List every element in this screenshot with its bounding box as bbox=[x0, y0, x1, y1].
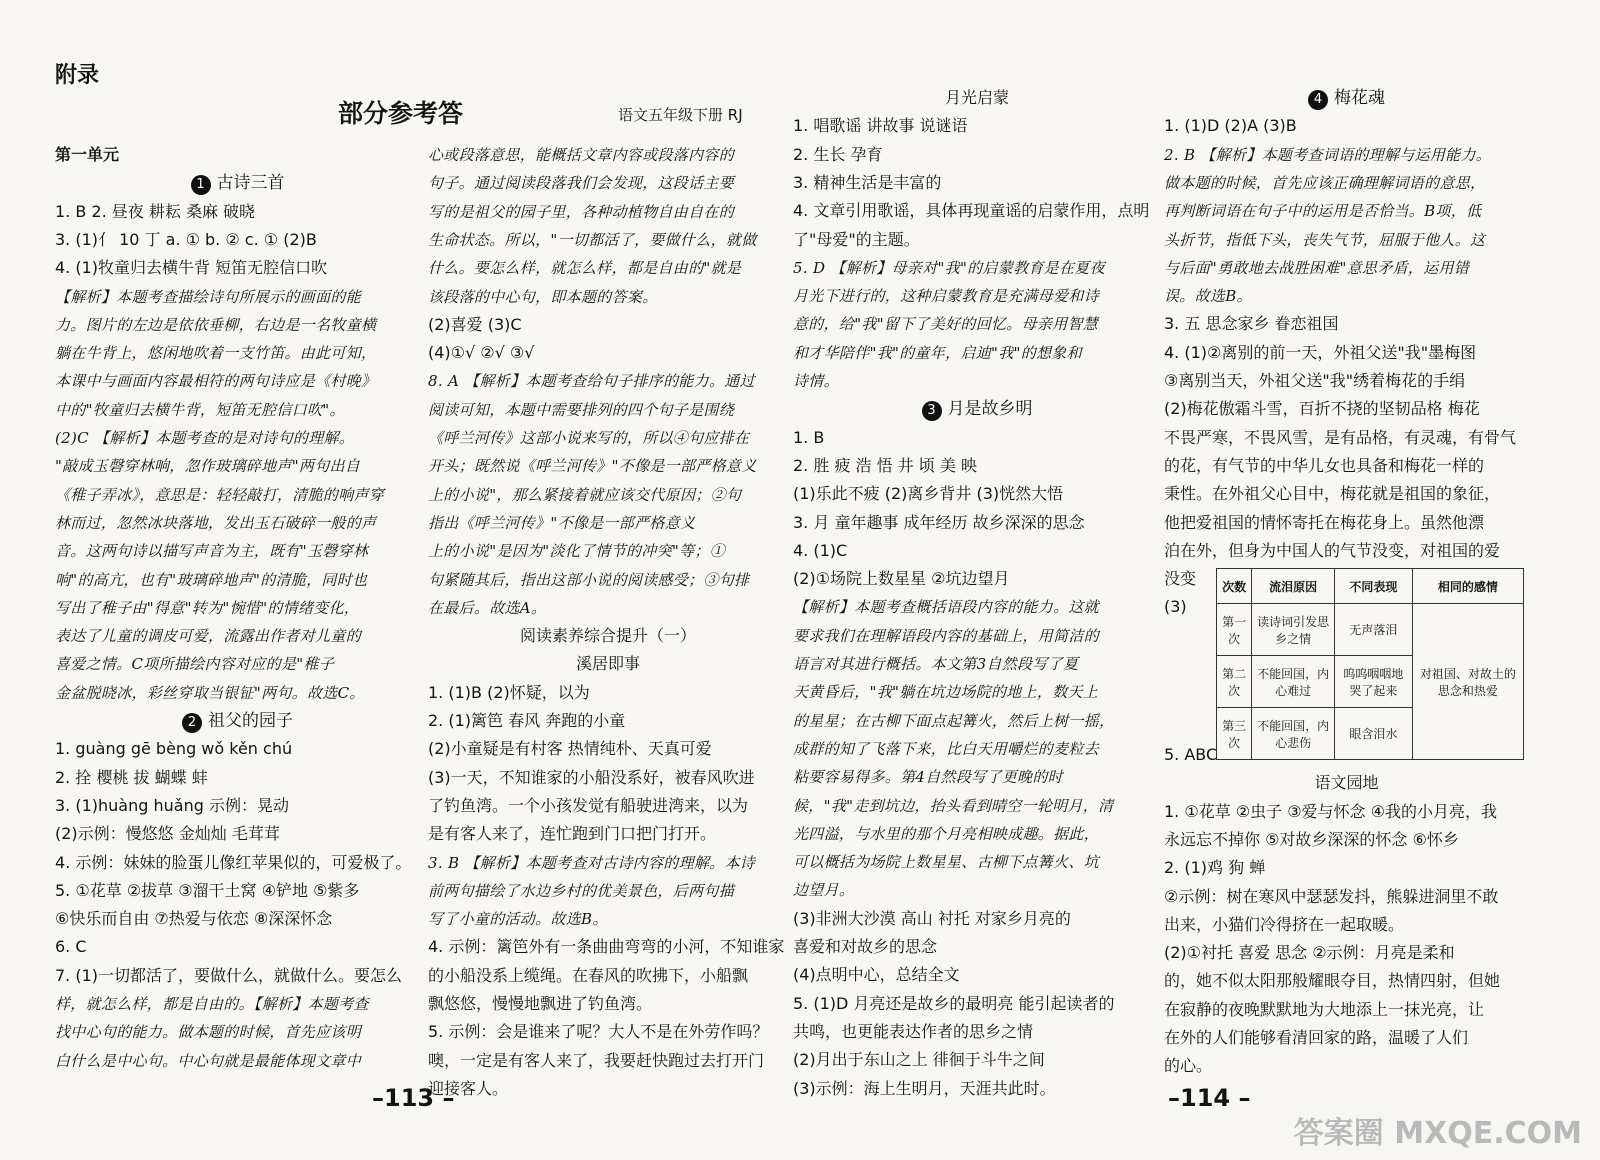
text-line bbox=[428, 229, 757, 251]
text-line bbox=[793, 653, 1078, 675]
text-content: 古诗三首 bbox=[216, 173, 285, 194]
section-heading bbox=[55, 172, 420, 195]
text-content: 的，她不似太阳那般耀眼夺目，热情四射，但她 bbox=[1164, 971, 1501, 991]
text-line bbox=[793, 342, 1082, 364]
text-line bbox=[428, 399, 734, 421]
text-content: 《稚子弄冰》，意思是：轻轻敲打，清脆的响声穿 bbox=[55, 485, 385, 504]
text-line bbox=[428, 257, 741, 279]
text-line bbox=[428, 767, 755, 789]
text-content: 1. (1)D (2)A (3)B bbox=[1164, 116, 1297, 136]
text-content: 躺在牛背上，悠闲地吹着一支竹笛。由此可知， bbox=[55, 344, 377, 363]
table-cell-shared: 对祖国、对故土的思念和热爱 bbox=[1412, 604, 1523, 760]
text-line bbox=[55, 597, 359, 619]
text-content: 和才华陪伴"我"的童年，启迪"我"的想象和 bbox=[793, 343, 1082, 362]
text-content: ②示例：树在寒风中瑟瑟发抖，熊躲进洞里不敢 bbox=[1164, 886, 1499, 906]
text-content: 2. (1)篱笆 春风 奔跑的小童 bbox=[428, 711, 626, 730]
text-line bbox=[793, 936, 937, 958]
text-content: (2)月出于东山之上 徘徊于斗牛之间 bbox=[793, 1050, 1045, 1070]
text-line bbox=[793, 257, 1105, 279]
text-content: 4. (1)牧童归去横牛背 短笛无腔信口吹 bbox=[55, 258, 328, 278]
text-line bbox=[428, 427, 749, 449]
text-line bbox=[55, 823, 280, 845]
text-line bbox=[428, 370, 755, 392]
text-content: 喜爱和对故乡的思念 bbox=[793, 937, 938, 956]
text-content: 的星星；在古柳下面点起篝火，然后上树一摇， bbox=[793, 711, 1115, 730]
text-line bbox=[793, 285, 1099, 307]
text-line bbox=[793, 483, 1063, 505]
text-line bbox=[1164, 512, 1484, 534]
text-content: 力。图片的左边是依依垂柳，右边是一名牧童横 bbox=[55, 315, 377, 334]
text-line bbox=[1164, 914, 1404, 936]
text-content: 天黄昏后，"我"躺在坑边场院的地上，数天上 bbox=[793, 683, 1099, 702]
text-line bbox=[55, 569, 367, 591]
text-line bbox=[793, 823, 1099, 845]
text-content: 写出了稚子由"得意"转为"惋惜"的情绪变化， bbox=[55, 598, 360, 617]
text-content: 边望月。 bbox=[793, 881, 855, 900]
text-content: 林而过，忽然冰块落地，发出玉石破碎一般的声 bbox=[55, 513, 377, 532]
text-line bbox=[55, 201, 255, 223]
text-content: 本课中与画面内容最相符的两句诗应是《村晚》 bbox=[55, 372, 377, 391]
text-content: 3. 月 童年趣事 成年经历 故乡深深的思念 bbox=[793, 512, 1085, 532]
text-line bbox=[55, 1021, 361, 1043]
text-line bbox=[55, 427, 354, 449]
text-line bbox=[1164, 398, 1480, 420]
text-content: ③离别当天，外祖父送"我"绣着梅花的手绢 bbox=[1164, 371, 1466, 390]
text-line bbox=[1164, 200, 1481, 222]
text-content: ⑥快乐而自由 ⑦热爱与依恋 ⑧深深怀念 bbox=[55, 909, 333, 929]
text-content: 《呼兰河传》这部小说来写的，所以④句应排在 bbox=[428, 429, 750, 447]
text-content: 喜爱之情。C项所描绘内容对应的是"稚子 bbox=[55, 655, 335, 674]
text-content: (2)①衬托 喜爱 思念 ②示例：月亮是柔和 bbox=[1164, 943, 1455, 963]
text-content: 共鸣，也更能表达作者的思乡之情 bbox=[793, 1021, 1034, 1041]
text-content: 的小船没系上缆绳。在春风的吹拂下，小船飘 bbox=[428, 965, 749, 985]
table-cell: 第二次 bbox=[1217, 656, 1252, 708]
text-content: 诗情。 bbox=[793, 372, 839, 390]
text-content: 金盆脱晓冰，彩丝穿取当银钲"两句。故选C。 bbox=[55, 683, 365, 702]
text-line bbox=[793, 1049, 1045, 1071]
text-content: (2)C 【解析】本题考查的是对诗句的理解。 bbox=[55, 429, 355, 447]
answer-table bbox=[1216, 568, 1524, 760]
text-content: 粘要容易得多。第4自然段写了更晚的时 bbox=[793, 768, 1063, 787]
text-content: 头折节，指低下头，丧失气节，屈服于他人。这 bbox=[1164, 230, 1486, 249]
lesson-number-badge: 4 bbox=[1308, 90, 1328, 110]
text-content: 【解析】本题考查描绘诗句所展示的画面的能 bbox=[55, 287, 362, 306]
text-line bbox=[428, 738, 712, 760]
text-content: 再判断词语在句子中的运用是否恰当。B项，低 bbox=[1164, 202, 1482, 221]
text-content: 响"的高亢，也有"玻璃碎地声"的清脆，同时也 bbox=[55, 570, 368, 589]
text-content: 写了小童的活动。故选B。 bbox=[428, 910, 608, 929]
text-content: 中的"牧童归去横牛背，短笛无腔信口吹"。 bbox=[55, 400, 345, 419]
text-line bbox=[428, 852, 755, 874]
text-content: 3. 精神生活是丰富的 bbox=[793, 172, 942, 192]
section-heading bbox=[793, 87, 1161, 109]
text-line bbox=[55, 908, 332, 930]
text-content: 2. 胜 疲 浩 悟 井 顷 美 映 bbox=[793, 455, 977, 475]
text-content: 4. 示例：妹妹的脸蛋儿像红苹果似的，可爱极了。 bbox=[55, 852, 412, 872]
text-line bbox=[55, 625, 361, 647]
text-content: 迎接客人。 bbox=[428, 1078, 509, 1098]
text-line bbox=[1164, 801, 1497, 823]
text-line bbox=[793, 964, 960, 986]
text-content: 成群的知了飞落下来，比白天用嚼烂的麦粒去 bbox=[793, 739, 1100, 758]
text-line bbox=[428, 569, 749, 591]
text-line bbox=[1164, 942, 1455, 964]
text-content: 3. B 【解析】本题考查对古诗内容的理解。本诗 bbox=[428, 853, 756, 872]
section-heading bbox=[428, 625, 788, 647]
text-content: 在外的人们能够看清回家的路，温暖了人们 bbox=[1164, 1028, 1469, 1047]
text-line bbox=[55, 540, 368, 562]
text-content: 写的是祖父的园子里，各种动植物自由自在的 bbox=[428, 202, 735, 221]
text-line bbox=[1164, 829, 1459, 851]
lesson-number-badge: 3 bbox=[922, 401, 942, 421]
text-line bbox=[1164, 172, 1485, 194]
text-line bbox=[428, 795, 748, 817]
text-line bbox=[793, 455, 977, 477]
text-line bbox=[55, 229, 317, 251]
page-title: 部分参考答 bbox=[338, 99, 464, 128]
text-line bbox=[55, 455, 360, 477]
text-content: 心或段落意思，能概括文章内容或段落内容的 bbox=[428, 146, 735, 164]
page-number-right: –114 – bbox=[1168, 1084, 1251, 1112]
text-content: 语文园地 bbox=[1314, 773, 1379, 793]
text-content: 5. D 【解析】母亲对"我"的启蒙教育是在夏夜 bbox=[793, 258, 1105, 277]
text-line bbox=[428, 314, 522, 336]
text-line bbox=[793, 738, 1099, 760]
text-line bbox=[793, 144, 882, 166]
text-content: 秉性。在外祖父心目中，梅花就是祖国的象征， bbox=[1164, 484, 1501, 504]
text-line bbox=[1164, 285, 1252, 307]
text-line bbox=[1164, 115, 1297, 137]
text-line bbox=[428, 597, 546, 619]
text-content: 4. (1)C bbox=[793, 540, 848, 560]
text-line bbox=[1164, 1055, 1212, 1077]
text-content: 误。故选B。 bbox=[1164, 287, 1252, 306]
text-content: 与后面"勇敢地去战胜困难"意思矛盾，运用错 bbox=[1164, 258, 1470, 277]
text-content: 候，"我"走到坑边，抬头看到晴空一轮明月，清 bbox=[793, 796, 1114, 815]
text-content: 可以概括为场院上数星星、古柳下点篝火、坑 bbox=[793, 853, 1100, 872]
text-content: 飘悠悠，慢慢地飘进了钓鱼湾。 bbox=[428, 994, 653, 1013]
text-content: 4. 文章引用歌谣，具体再现童谣的启蒙作用，点明 bbox=[793, 201, 1150, 221]
text-content: 2. B 【解析】本题考查词语的理解与运用能力。 bbox=[1164, 145, 1492, 164]
text-line bbox=[55, 399, 345, 421]
text-line bbox=[793, 540, 847, 562]
text-content: 找中心句的能力。做本题的时候，首先应该明 bbox=[55, 1023, 362, 1042]
text-line bbox=[793, 1021, 1033, 1043]
text-line bbox=[428, 993, 652, 1015]
text-content: 祖父的园子 bbox=[208, 711, 293, 731]
text-line bbox=[793, 879, 854, 901]
text-line bbox=[428, 172, 734, 194]
text-content: 前两句描绘了水边乡村的优美景色，后两句描 bbox=[428, 881, 735, 900]
text-line bbox=[55, 314, 376, 336]
text-line bbox=[55, 512, 376, 534]
text-content: 8. A 【解析】本题考查给句子排序的能力。通过 bbox=[428, 372, 755, 391]
text-line bbox=[428, 823, 716, 845]
text-line bbox=[1164, 999, 1484, 1021]
text-line bbox=[55, 936, 87, 958]
text-line bbox=[55, 767, 208, 789]
text-line bbox=[55, 880, 359, 902]
text-line bbox=[1164, 144, 1491, 166]
text-content: 3. (1)huàng huǎng 示例：晃动 bbox=[55, 795, 289, 815]
text-content: 月光启蒙 bbox=[944, 88, 1009, 107]
text-content: 1. 唱歌谣 讲故事 说谜语 bbox=[793, 116, 968, 136]
text-line bbox=[428, 540, 725, 562]
text-content: 3. 五 思念家乡 眷恋祖国 bbox=[1164, 314, 1339, 334]
text-content: 了"母爱"的主题。 bbox=[793, 229, 920, 249]
text-line bbox=[1164, 229, 1485, 251]
text-line bbox=[793, 908, 1071, 930]
text-line bbox=[428, 908, 608, 930]
text-line bbox=[793, 596, 1099, 618]
text-line bbox=[793, 115, 968, 137]
text-content: 7. (1)一切都活了，要做什么，就做什么。要怎么 bbox=[55, 965, 403, 985]
text-content: 月是故乡明 bbox=[947, 399, 1033, 420]
text-line bbox=[793, 795, 1113, 817]
text-content: 的心。 bbox=[1164, 1056, 1213, 1076]
text-line bbox=[793, 512, 1085, 534]
text-line bbox=[793, 681, 1098, 703]
text-content: (2)示例：慢悠悠 金灿灿 毛茸茸 bbox=[55, 824, 280, 844]
text-line bbox=[428, 342, 534, 364]
section-heading bbox=[55, 710, 420, 733]
text-line bbox=[1164, 744, 1217, 766]
text-line bbox=[793, 993, 1115, 1015]
text-content: 他把爱祖国的情怀寄托在梅花身上。虽然他漂 bbox=[1164, 512, 1485, 532]
text-content: 1. (1)B (2)怀疑，以为 bbox=[428, 682, 590, 702]
text-content: 6. C bbox=[55, 937, 87, 957]
text-content: 在最后。故选A。 bbox=[428, 598, 547, 617]
text-content: (4)①√ ②√ ③√ bbox=[428, 343, 535, 363]
text-content: 1. B 2. 昼夜 耕耘 桑麻 破晓 bbox=[55, 201, 256, 221]
text-line bbox=[793, 313, 1098, 335]
table-cell: 呜呜咽咽地哭了起来 bbox=[1334, 656, 1412, 708]
text-line bbox=[1164, 370, 1465, 392]
text-line bbox=[55, 993, 369, 1015]
text-content: 句紧随其后，指出这部小说的阅读感受；③句排 bbox=[428, 570, 750, 589]
text-line bbox=[55, 795, 289, 817]
text-content: 永远忘不掉你 ⑤对故乡深深的怀念 ⑥怀乡 bbox=[1164, 829, 1459, 849]
text-line bbox=[428, 965, 748, 987]
table-cell: 第三次 bbox=[1217, 708, 1252, 760]
text-content: 了钓鱼湾。一个小孩发觉有船驶进湾来，以为 bbox=[428, 795, 749, 815]
text-content: 1. ①花草 ②虫子 ③爱与怀念 ④我的小月亮，我 bbox=[1164, 801, 1497, 821]
text-content: (2)①场院上数星星 ②坑边望月 bbox=[793, 569, 1010, 589]
section-heading bbox=[793, 398, 1161, 421]
text-line bbox=[55, 1050, 361, 1072]
text-line bbox=[55, 484, 384, 506]
text-content: 2. (1)鸡 狗 蝉 bbox=[1164, 858, 1266, 878]
text-line bbox=[793, 766, 1063, 788]
text-content: 生命状态。所以，"一切都活了，要做什么，就做 bbox=[428, 230, 757, 249]
lesson-number-badge: 1 bbox=[191, 175, 211, 195]
text-line bbox=[428, 936, 784, 958]
text-content: 做本题的时候，首先应该正确理解词语的意思， bbox=[1164, 173, 1486, 192]
text-line bbox=[428, 1050, 764, 1072]
text-content: 上的小说"，那么紧接着就应该交代原因；②句 bbox=[428, 485, 742, 504]
text-content: 样，就怎么样，都是自由的。【解析】本题考查 bbox=[55, 995, 369, 1013]
text-line bbox=[793, 200, 1149, 222]
appendix-label: 附录 bbox=[55, 63, 100, 88]
text-content: (3)示例：海上生明月，天涯共此时。 bbox=[793, 1078, 1056, 1098]
text-content: 该段落的中心句，即本题的答案。 bbox=[428, 287, 658, 306]
text-content: (3)一天，不知谁家的小船没系好，被春风吹进 bbox=[428, 767, 755, 787]
text-content: 白什么是中心句。中心句就是最能体现文章中 bbox=[55, 1051, 362, 1070]
text-line bbox=[793, 229, 920, 251]
text-content: 泊在外，但身为中国人的气节没变，对祖国的爱 bbox=[1164, 540, 1501, 560]
text-content: 2. 拴 樱桃 拔 蝴蝶 蚌 bbox=[55, 767, 208, 787]
table-cell: 不能回国，内心悲伤 bbox=[1252, 708, 1335, 760]
text-content: 4. (1)②离别的前一天，外祖父送"我"墨梅图 bbox=[1164, 342, 1477, 362]
table-header: 不同表现 bbox=[1334, 569, 1412, 604]
text-line bbox=[55, 286, 361, 308]
text-content: 音。这两句诗以描写声音为主，既有"玉磬穿林 bbox=[55, 542, 369, 561]
text-line bbox=[428, 710, 625, 732]
text-content: 1. guàng gē bèng wǒ kěn chú bbox=[55, 739, 293, 759]
text-content: 没变 bbox=[1164, 569, 1197, 589]
text-line bbox=[55, 257, 327, 279]
text-line bbox=[793, 370, 839, 392]
text-content: 表达了儿童的调皮可爱，流露出作者对儿童的 bbox=[55, 627, 362, 646]
text-content: 不畏严寒，不畏风雪，是有品格，有灵魂，有骨气 bbox=[1164, 427, 1517, 447]
text-line bbox=[55, 738, 292, 760]
text-content: (3) bbox=[1164, 597, 1187, 617]
text-content: 第一单元 bbox=[55, 145, 120, 164]
subject-label: 语文五年级下册 RJ bbox=[618, 106, 743, 124]
text-content: (2)小童疑是有村客 热情纯朴、天真可爱 bbox=[428, 739, 712, 759]
text-line bbox=[428, 484, 741, 506]
text-line bbox=[55, 682, 365, 704]
text-line bbox=[55, 653, 334, 675]
text-line bbox=[1164, 596, 1187, 618]
text-content: 3. (1)亻 10 丁 a. ① b. ② c. ① (2)B bbox=[55, 229, 317, 249]
table-header: 次数 bbox=[1217, 569, 1252, 604]
text-content: 月光下进行的，这种启蒙教育是充满母爱和诗 bbox=[793, 287, 1100, 306]
text-content: 语言对其进行概括。本文第3自然段写了夏 bbox=[793, 655, 1079, 673]
text-line bbox=[55, 852, 411, 874]
text-content: 1. B bbox=[793, 427, 825, 447]
text-line bbox=[793, 851, 1099, 873]
text-line bbox=[1164, 342, 1476, 364]
text-content: 5. (1)D 月亮还是故乡的最明亮 能引起读者的 bbox=[793, 993, 1115, 1013]
section-heading bbox=[1164, 772, 1529, 794]
text-line bbox=[428, 455, 757, 477]
section-heading bbox=[1164, 87, 1529, 110]
text-content: (1)乐此不疲 (2)离乡背井 (3)恍然大悟 bbox=[793, 484, 1064, 504]
text-content: 意的，给"我"留下了美好的回忆。母亲用智慧 bbox=[793, 315, 1099, 334]
text-content: 是有客人来了，连忙跑到门口把门打开。 bbox=[428, 824, 717, 844]
text-line bbox=[1164, 568, 1196, 590]
text-content: 什么。要怎么样，就怎么样，都是自由的"就是 bbox=[428, 259, 742, 278]
text-line bbox=[1164, 313, 1339, 335]
text-line bbox=[1164, 455, 1484, 477]
text-line bbox=[793, 568, 1009, 590]
text-line bbox=[1164, 257, 1469, 279]
text-content: (4)点明中心，总结全文 bbox=[793, 965, 960, 985]
text-content: 上的小说"是因为"淡化了情节的冲突"等；① bbox=[428, 542, 725, 561]
text-content: 在寂静的夜晚默默地为大地添上一抹光亮，让 bbox=[1164, 999, 1485, 1019]
table-header: 相同的感情 bbox=[1412, 569, 1523, 604]
text-line bbox=[428, 880, 734, 902]
text-content: 指出《呼兰河传》"不像是一部严格意义 bbox=[428, 513, 696, 532]
table-cell: 不能回国，内心难过 bbox=[1252, 656, 1335, 708]
text-content: 句子。通过阅读段落我们会发现，这段话主要 bbox=[428, 174, 735, 193]
text-line bbox=[1164, 857, 1265, 879]
text-line bbox=[428, 512, 695, 534]
text-line bbox=[1164, 427, 1516, 449]
text-content: 要求我们在理解语段内容的基础上，用简洁的 bbox=[793, 626, 1100, 645]
text-content: 梅花魂 bbox=[1334, 88, 1385, 108]
text-content: 5. 示例：会是谁来了呢？大人不是在外劳作吗？ bbox=[428, 1022, 769, 1042]
page-number-left: –113 – bbox=[372, 1084, 455, 1112]
text-line bbox=[55, 370, 376, 392]
text-line bbox=[55, 965, 402, 987]
text-content: "敲成玉磬穿林响，忽作玻璃碎地声"两句出自 bbox=[55, 457, 361, 476]
text-line bbox=[793, 625, 1099, 647]
text-line bbox=[1164, 886, 1498, 908]
text-content: 光四溢，与水里的那个月亮相映成趣。据此， bbox=[793, 824, 1100, 843]
text-line bbox=[428, 1021, 768, 1043]
table-cell: 读诗词引发思乡之情 bbox=[1252, 604, 1335, 656]
table-cell: 第一次 bbox=[1217, 604, 1252, 656]
text-content: 阅读可知，本题中需要排列的四个句子是围绕 bbox=[428, 400, 735, 419]
text-line bbox=[428, 144, 734, 166]
text-content: 【解析】本题考查概括语段内容的能力。这就 bbox=[793, 598, 1100, 617]
text-content: (3)非洲大沙漠 高山 衬托 对家乡月亮的 bbox=[793, 908, 1071, 928]
text-content: 阅读素养综合提升（一） bbox=[519, 626, 696, 646]
text-line bbox=[793, 427, 824, 449]
text-line bbox=[793, 710, 1114, 732]
table-cell: 眼含泪水 bbox=[1334, 708, 1412, 760]
watermark: 答案圈 MXQE.COM bbox=[1293, 1116, 1582, 1151]
text-line bbox=[428, 201, 734, 223]
text-content: 5. ABC bbox=[1164, 745, 1218, 764]
section-heading bbox=[428, 653, 788, 675]
text-line bbox=[793, 172, 941, 194]
text-line bbox=[1164, 540, 1500, 562]
text-line bbox=[1164, 970, 1500, 992]
table-cell: 无声落泪 bbox=[1334, 604, 1412, 656]
text-content: (2)喜爱 (3)C bbox=[428, 314, 522, 334]
lesson-number-badge: 2 bbox=[182, 713, 202, 733]
text-content: 4. 示例：篱笆外有一条曲曲弯弯的小河，不知谁家 bbox=[428, 937, 785, 957]
text-line bbox=[1164, 1027, 1468, 1049]
text-content: 噢，一定是有客人来了，我要赶快跑过去打开门 bbox=[428, 1050, 765, 1070]
text-content: 开头；既然说《呼兰河传》"不像是一部严格意义 bbox=[428, 457, 757, 476]
text-content: 的花，有气节的中华儿女也具备和梅花一样的 bbox=[1164, 455, 1485, 475]
text-line bbox=[55, 342, 376, 364]
text-content: 出来，小猫们冷得挤在一起取暖。 bbox=[1164, 914, 1405, 934]
text-content: 溪居即事 bbox=[575, 654, 640, 674]
text-content: (2)梅花傲霜斗雪，百折不挠的坚韧品格 梅花 bbox=[1164, 399, 1480, 419]
text-content: 2. 生长 孕育 bbox=[793, 144, 883, 164]
text-line bbox=[793, 1078, 1056, 1100]
text-line bbox=[428, 682, 590, 704]
text-line bbox=[428, 286, 658, 308]
text-line bbox=[55, 144, 119, 166]
text-line bbox=[1164, 483, 1500, 505]
text-content: 5. ①花草 ②拔草 ③溜干土窝 ④铲地 ⑤紫多 bbox=[55, 880, 360, 900]
table-header: 流泪原因 bbox=[1252, 569, 1335, 604]
